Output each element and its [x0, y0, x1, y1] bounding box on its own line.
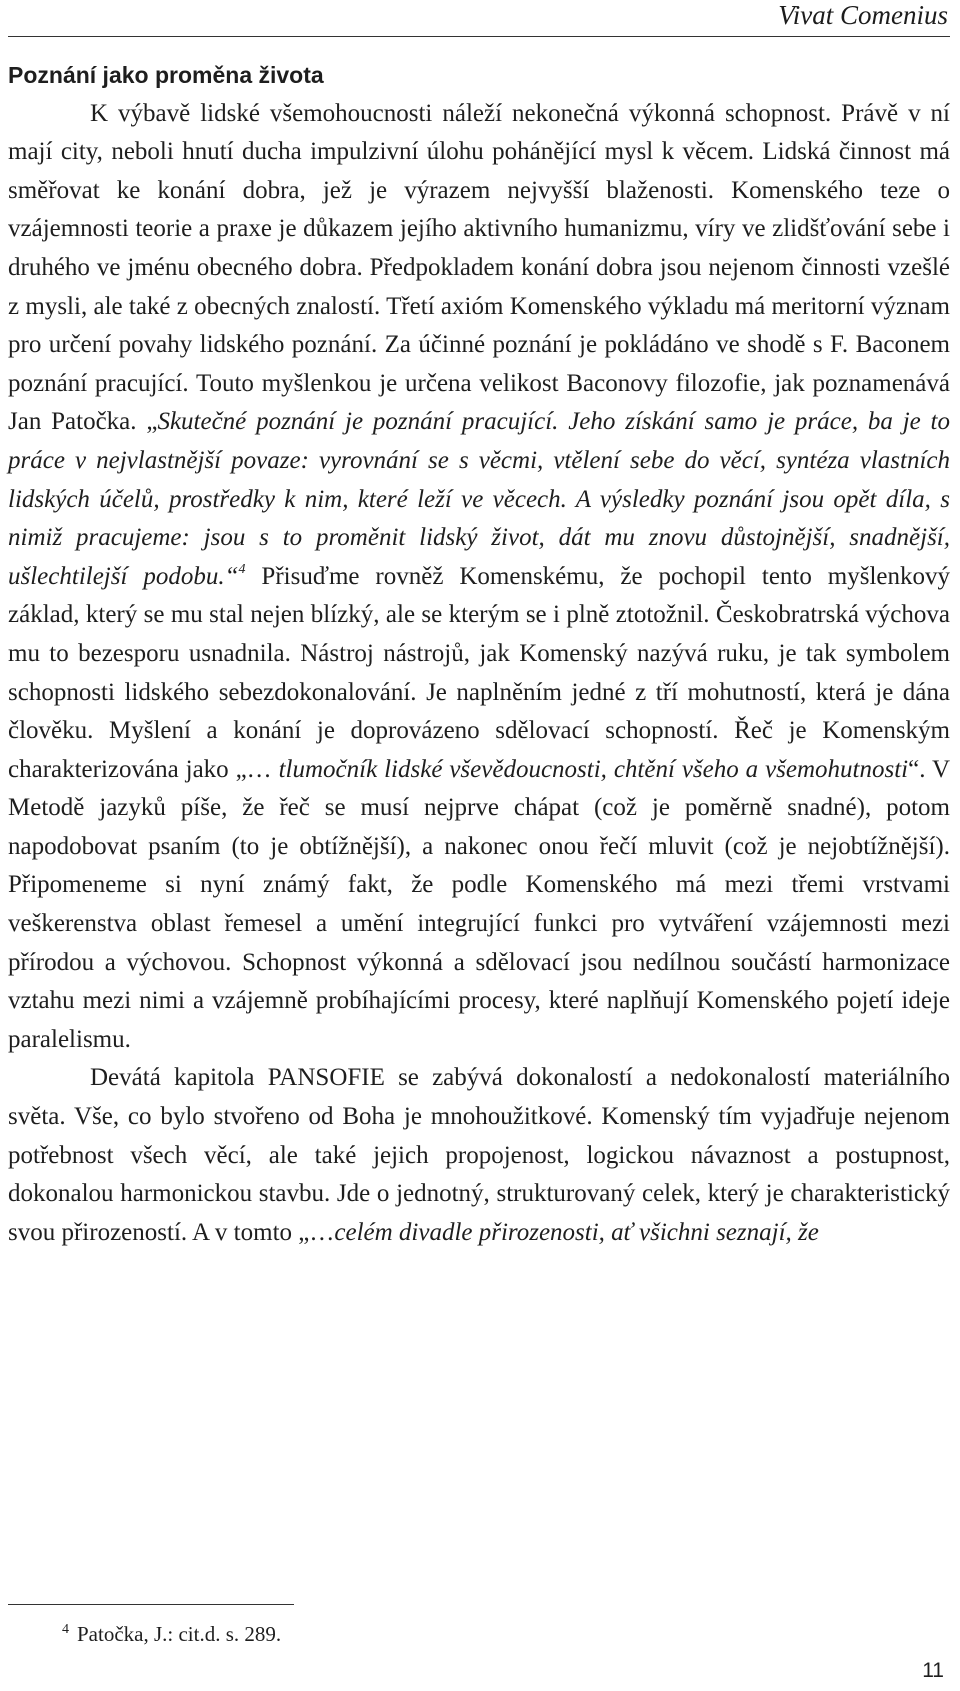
paragraph-1-text-b: Přisuďme rovněž Komenskému, že pochopil tento myšlenkový základ, který se mu stal nejen blízký, ale se kterým se i plně ztotožnil. Českobratrská výchova mu to bezesporu usnadnila. Nástroj nástrojů, jak Komenský nazývá ruku, je tak symbolem schopnosti lidského sebezdokonalování. Je naplněním jedné z tří mohutností, která je dána člověku. Myšlení a konání je doprovázeno sdělovací schopností. Řeč je Komenským charakterizována jako „…: [8, 562, 950, 783]
footnote-divider: [8, 1604, 294, 1605]
paragraph-1-text-a: K výbavě lidské všemohoucnosti náleží nekonečná výkonná schopnost. Právě v ní mají city, neboli hnutí ducha impulzivní úlohu pohánějící mysl k věcem. Lidská činnost má směřovat ke konání dobra, jež je výrazem nejvyšší blaženosti. Komenského teze o vzájemnosti teorie a praxe je důkazem jejího aktivního humanizmu, víry ve zlidšťování sebe i druhého ve jménu obecného dobra. Předpokladem konání dobra jsou nejenom činnosti vzešlé z mysli, ale také z obecných znalostí. Třetí axióm Komenského výkladu má meritorní význam pro určení povahy lidského poznání. Za účinné poznání je pokládáno ve shodě s F. Baconem poznání pracující. Touto myšlenkou je určena velikost Baconovy filozofie, jak poznamenává Jan Patočka. „: [8, 99, 950, 436]
footnote-number: 4: [62, 1622, 69, 1637]
page-number: 11: [922, 1659, 944, 1682]
patocka-quote: Skutečné poznání je poznání pracující. Jeho získání samo je práce, ba je to práce v nejvlastnější povaze: vyrovnání se s věcmi, vtělení sebe do věcí, syntéza vlastních lidských účelů, prostředky k nim, které leží ve věcech. A výsledky poznání jsou opět díla, s nimiž pracujeme: jsou s to proměnit lidský život, dát mu znovu důstojnější, snadnější, ušlechtilejší podobu.: [8, 408, 951, 590]
paragraph-1: [8, 95, 950, 1060]
quote-close-mark: “: [224, 562, 239, 590]
footnote-reference[interactable]: 4: [238, 561, 246, 577]
paragraph-1-text-c: “. V Metodě jazyků píše, že řeč se musí nejprve chápat (což je poměrně snadné), potom napodobovat psaním (to je obtížnější), a nakonec onou řečí mluvit (což je nejobtížnější). Připomeneme si nyní známý fakt, že podle Komenského má mezi třemi vrstvami veškerenstva oblast řemesel a umění integrující funkci pro vytváření vzájemnosti mezi přírodou a výchovou. Schopnost výkonná a sdělovací jsou nedílnou součástí harmonizace vztahu mezi nimi a vzájemně probíhajícími procesy, které naplňují Komenského pojetí ideje paralelismu.: [8, 755, 951, 1053]
komensky-quote: tlumočník lidské vševědoucnosti, chtění všeho a všemohutnosti: [278, 755, 909, 783]
header-divider: [8, 36, 950, 37]
running-header: Vivat Comenius: [778, 0, 948, 30]
paragraph-2: [8, 1059, 950, 1252]
footnote: [62, 1622, 281, 1647]
footnote-text: Patočka, J.: cit.d. s. 289.: [77, 1622, 282, 1646]
paragraph-2-text: Devátá kapitola PANSOFIE se zabývá dokonalostí a nedokonalostí materiálního světa. Vše, co bylo stvořeno od Boha je mnohoužitkové. Komenský tím vyjadřuje nejenom potřebnost všech věcí, ale také jejich propojenost, logickou návaznost a postupnost, dokonalou harmonickou stavbu. Jde o jednotný, strukturovaný celek, který je charakteristický svou přirozeností. A v tomto „…: [8, 1064, 950, 1246]
page-body: [8, 56, 950, 1252]
section-heading: Poznání jako proměna života: [8, 62, 324, 88]
pansofie-quote: celém divadle přirozenosti, ať všichni seznají, že: [334, 1218, 819, 1246]
